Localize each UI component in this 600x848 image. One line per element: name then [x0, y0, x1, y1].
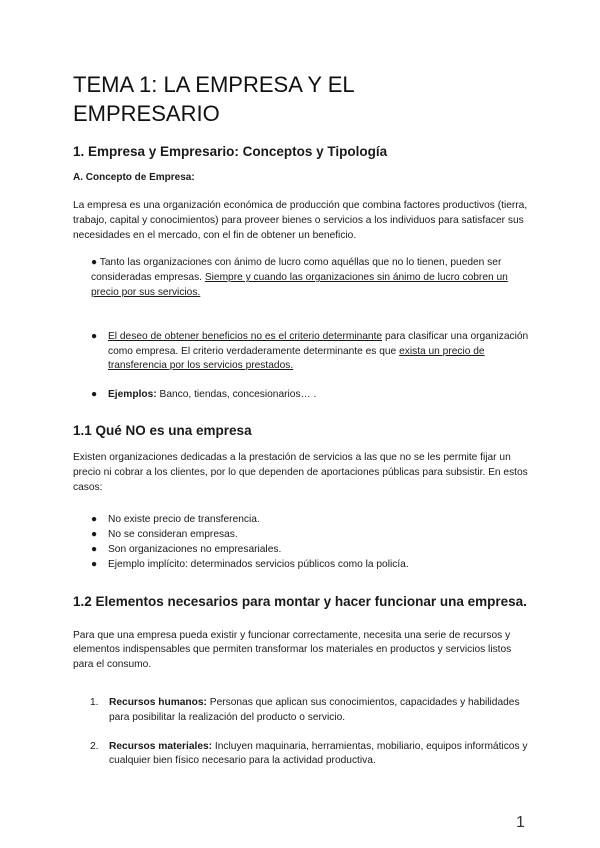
list-item — [73, 528, 533, 543]
section-1-2-paragraph: Para que una empresa pueda existir y funcionar correctamente, necesita una serie de recursos y elementos indispensables que permiten transformar los materiales en productos y servicios listos para el consumo. — [73, 629, 512, 671]
bullet-dot: ● — [91, 514, 98, 526]
bullet-examples-label: Ejemplos: — [108, 389, 157, 401]
bullet-criterion-text: para clasificar una organización como empresa. El criterio verdaderamente determinante es que — [108, 330, 529, 357]
bullet-dot: ● — [91, 558, 98, 570]
section-1-1-paragraph: Existen organizaciones dedicadas a la prestación de servicios a las que no se les permite fijar un precio ni cobrar a los clientes, por lo que dependen de aportaciones públicas para subsistir. En estos casos: — [73, 451, 528, 493]
page-number: 1 — [516, 814, 525, 831]
title-line-2: EMPRESARIO — [73, 101, 220, 126]
document-page — [73, 70, 533, 769]
bullet-nonprofit-underlined: Siempre y cuando las organizaciones sin ánimo de lucro cobren un precio por sus servicios. — [91, 272, 508, 298]
item-number: 1. — [90, 696, 99, 708]
bullet-criterion — [73, 330, 533, 374]
section-1-2-heading: 1.2 Elementos necesarios para montar y hacer funcionar una empresa. — [73, 593, 527, 609]
section-1-heading: 1. Empresa y Empresario: Conceptos y Tipología — [73, 144, 388, 159]
item-label: Recursos humanos: — [109, 696, 207, 708]
concept-subheading: A. Concepto de Empresa: — [73, 172, 195, 183]
concept-paragraph: La empresa es una organización económica de producción que combina factores productivos (tierra, trabajo, capital y conocimientos) para proveer bienes o servicios a los individuos para satisfacer sus necesidades en el mercado, con el fin de obtener un beneficio. — [73, 200, 528, 241]
bullet-dot: ● — [91, 543, 98, 555]
item-text: Incluyen maquinaria, herramientas, mobiliario, equipos informáticos y cualquier bien físico necesario para la actividad productiva. — [109, 740, 528, 767]
bullet-dot: ● — [91, 529, 98, 541]
numbered-item-material-resources — [73, 740, 533, 770]
bullet-nonprofit — [73, 256, 533, 300]
bullet-examples-text: Banco, tiendas, concesionarios… . — [159, 389, 317, 401]
list-item-text: Ejemplo implícito: determinados servicios públicos como la policía. — [108, 558, 409, 570]
item-label: Recursos materiales: — [109, 740, 213, 752]
item-text: Personas que aplican sus conocimientos, capacidades y habilidades para posibilitar la realización del producto o servicio. — [109, 696, 520, 723]
list-item — [73, 513, 533, 528]
list-item — [73, 558, 533, 573]
document-title — [73, 70, 533, 128]
bullet-dot: ● — [91, 389, 98, 401]
bullet-dot: ● — [91, 330, 98, 342]
section-1-1-heading: 1.1 Qué NO es una empresa — [73, 422, 252, 438]
list-item-text: No existe precio de transferencia. — [108, 514, 260, 526]
numbered-item-human-resources — [73, 696, 533, 726]
item-number: 2. — [90, 740, 99, 752]
bullet-criterion-underlined-2: exista un precio de transferencia por los servicios prestados. — [108, 345, 485, 372]
list-item — [73, 543, 533, 558]
not-company-list — [73, 513, 533, 572]
title-line-1: TEMA 1: LA EMPRESA Y EL — [73, 72, 355, 97]
bullet-nonprofit-text: ● Tanto las organizaciones con ánimo de lucro como aquéllas que no lo tienen, pueden ser consideradas empresas. — [91, 257, 502, 284]
bullet-criterion-underlined: El deseo de obtener beneficios no es el criterio determinante — [108, 330, 383, 342]
list-item-text: Son organizaciones no empresariales. — [108, 543, 282, 555]
list-item-text: No se consideran empresas. — [108, 529, 238, 541]
bullet-examples — [73, 388, 533, 403]
